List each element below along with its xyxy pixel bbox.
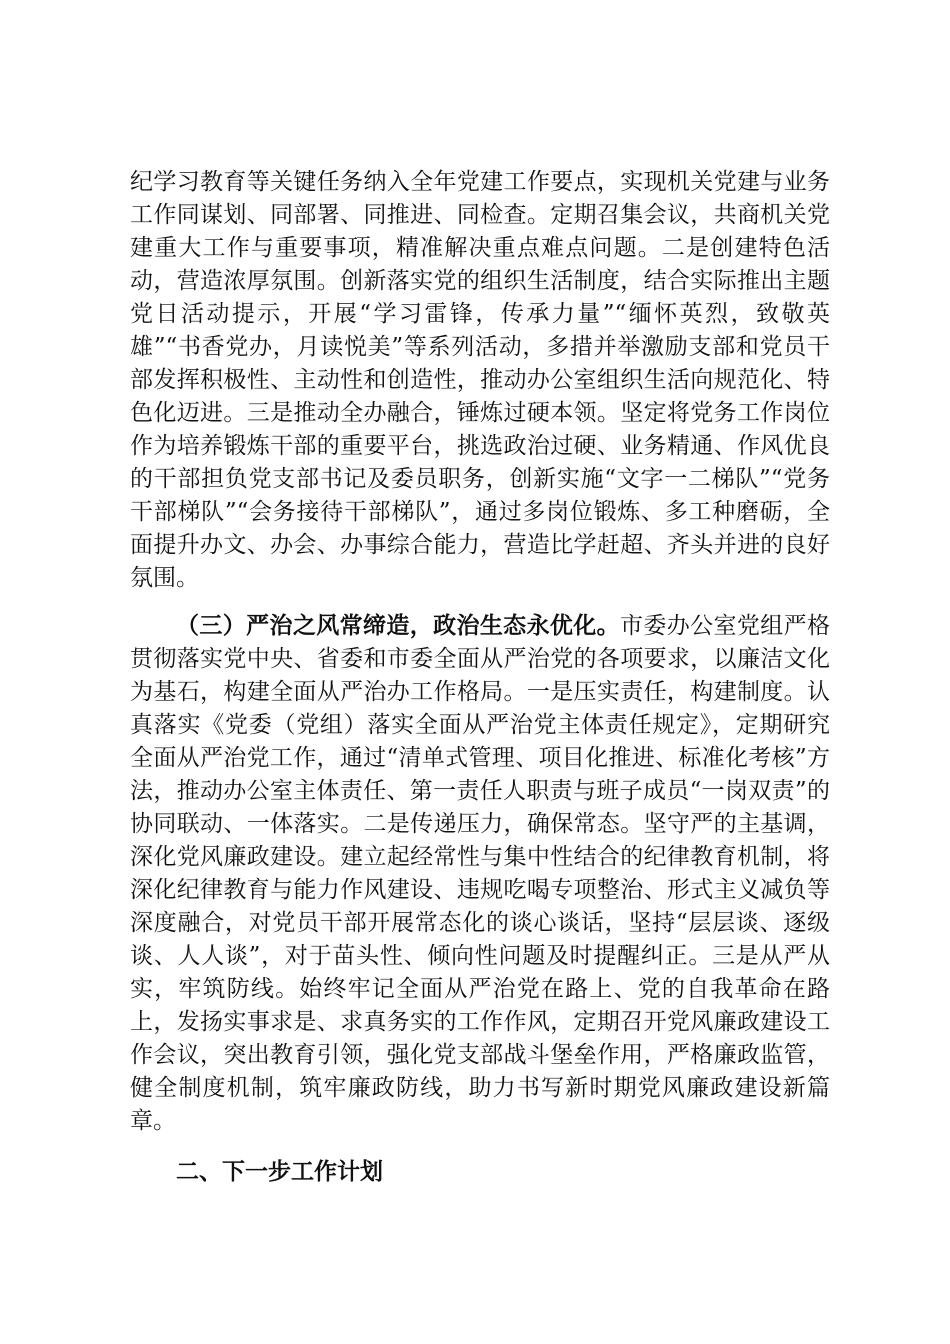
heading-next-steps: 二、下一步工作计划 bbox=[176, 1159, 383, 1185]
section-3-lead: （三）严治之风常缔造，政治生态永优化。 bbox=[176, 612, 621, 639]
document-body bbox=[130, 166, 830, 1189]
paragraph-continued: 纪学习教育等关键任务纳入全年党建工作要点，实现机关党建与业务工作同谋划、同部署、同推进、同检查。定期召集会议，共商机关党建重大工作与重要事项，精准解决重点难点问题。二是创建特色活动，营造浓厚氛围。创新落实党的组织生活制度，结合实际推出主题党日活动提示，开展“学习雷锋，传承力量”“缅怀英烈，致敬英雄”“书香党办，月读悦美”等系列活动，多措并举激励支部和党员干部发挥积极性、主动性和创造性，推动办公室组织生活向规范化、特色化迈进。三是推动全办融合，锤炼过硬本领。坚定将党务工作岗位作为培养锻炼干部的重要平台，挑选政治过硬、业务精通、作风优良的干部担负党支部书记及委员职务，创新实施“文字一二梯队”“党务干部梯队”“会务接待干部梯队”，通过多岗位锻炼、多工种磨砺，全面提升办文、办会、办事综合能力，营造比学赶超、齐头并进的良好氛围。 bbox=[130, 169, 830, 591]
section-3-body: 市委办公室党组严格贯彻落实党中央、省委和市委全面从严治党的各项要求，以廉洁文化为基石，构建全面从严治办工作格局。一是压实责任，构建制度。认真落实《党委（党组）落实全面从严治党主体责任规定》，定期研究全面从严治党工作，通过“清单式管理、项目化推进、标准化考核”方法，推动办公室主体责任、第一责任人职责与班子成员“一岗双责”的协同联动、一体落实。二是传递压力，确保常态。坚守严的主基调，深化党风廉政建设。建立起经常性与集中性结合的纪律教育机制，将深化纪律教育与能力作风建设、违规吃喝专项整治、形式主义减负等深度融合，对党员干部开展常态化的谈心谈话，坚持“层层谈、逐级谈、人人谈”，对于苗头性、倾向性问题及时提醒纠正。三是从严从实，牢筑防线。始终牢记全面从严治党在路上、党的自我革命在路上，发扬实事求是、求真务实的工作作风，定期召开党风廉政建设工作会议，突出教育引领，强化党支部战斗堡垒作用，严格廉政监管，健全制度机制，筑牢廉政防线，助力书写新时期党风廉政建设新篇章。 bbox=[130, 613, 831, 1134]
paragraph-section-3 bbox=[130, 609, 830, 1138]
